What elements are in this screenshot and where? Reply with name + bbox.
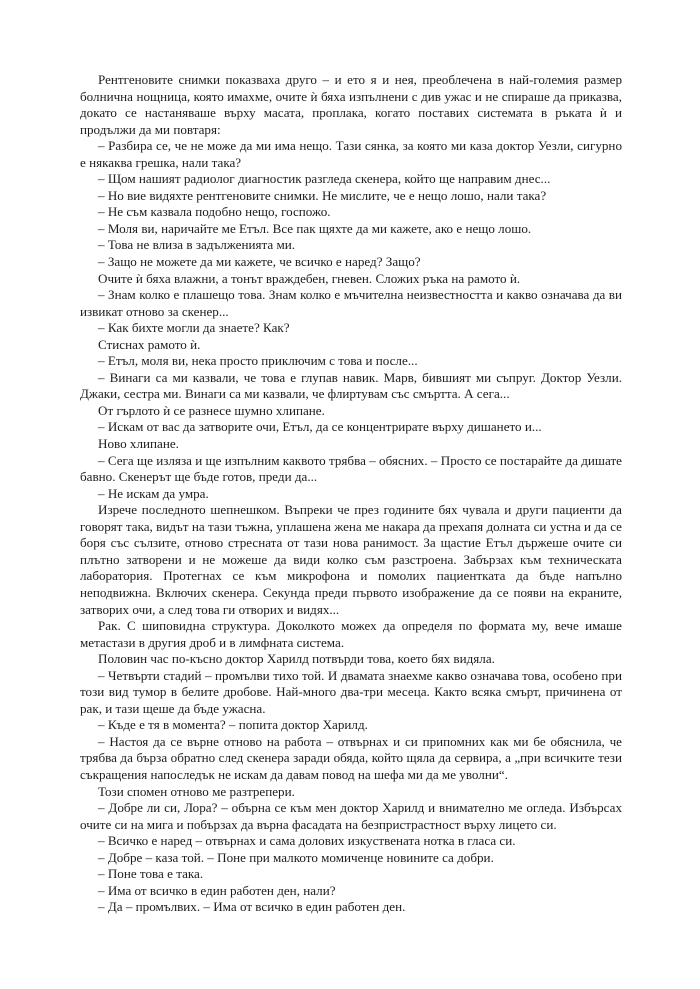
paragraph: – Щом нашият радиолог диагностик разгледа скенера, който ще направим днес... bbox=[98, 171, 551, 187]
paragraph: Половин час по-късно доктор Харилд потвърди това, което бях видяла. bbox=[98, 651, 495, 667]
paragraph: – Добре ли си, Лора? – обърна се към мен доктор Харилд и внимателно ме огледа. Избърсах очите си на мига и побързах да върна фасадата на безпристрастност върху лицето си. bbox=[80, 800, 622, 832]
paragraph: – Не съм казвала подобно нещо, госпожо. bbox=[98, 204, 331, 220]
paragraph: Този спомен отново ме разтрепери. bbox=[98, 783, 295, 799]
paragraph: – Къде е тя в момента? – попита доктор Харилд. bbox=[98, 717, 368, 733]
paragraph: Очите ѝ бяха влажни, а тонът враждебен, гневен. Сложих ръка на рамото ѝ. bbox=[98, 270, 521, 286]
paragraph: – Да – промълвих. – Има от всичко в един работен ден. bbox=[98, 899, 406, 915]
paragraph: От гърлото ѝ се разнесе шумно хлипане. bbox=[98, 402, 325, 418]
paragraph: Рентгеновите снимки показваха друго – и ето я и нея, преоблечена в най-големия размер болнична нощница, която имахме, очите ѝ бяха изпълнени с див ужас и не спираше да приказва, докато се настаняваше върху масата, проплака, когато поставих системата в ръката ѝ и продължи да ми повтаря: bbox=[80, 72, 622, 137]
paragraph: – Четвърти стадий – промълви тихо той. И двамата знаехме какво означава това, особено при този вид тумор в белите дробове. Най-много два-три месеца. Както всяка смърт, причинена от рак, и тази щеше да бъде ужасна. bbox=[80, 667, 622, 716]
book-page bbox=[80, 72, 622, 916]
paragraph: – Разбира се, че не може да ми има нещо. Тази сянка, за която ми каза доктор Уезли, сигурно е някаква грешка, нали така? bbox=[80, 138, 622, 170]
paragraph: – Поне това е така. bbox=[98, 866, 204, 882]
paragraph: Изрече последното шепнешком. Въпреки че през годините бях чувала и други пациенти да говорят така, видът на тази тъжна, уплашена жена ме накара да прехапя долната си устна и да се боря със сълзите, отново стресната от тази нова ранимост. За щастие Етъл държеше очите си плътно затворени и не можеше да види колко съм разстроена. Забързах към техническата лаборатория. Протегнах се към микрофона и помолих пациентката да бъде напълно неподвижна. Включих скенера. Секунда преди първото изображение да се появи на екраните, затворих очи, а след това ги отворих и видях... bbox=[80, 502, 622, 617]
paragraph: – Знам колко е плашещо това. Знам колко е мъчителна неизвестността и какво означава да ви извикат отново за скенер... bbox=[80, 287, 622, 319]
paragraph: – Това не влиза в задълженията ми. bbox=[98, 237, 296, 253]
paragraph: Стиснах рамото ѝ. bbox=[98, 336, 201, 352]
paragraph: – Искам от вас да затворите очи, Етъл, да се концентрирате върху дишането и... bbox=[98, 419, 542, 435]
paragraph: – Сега ще изляза и ще изпълним каквото трябва – обясних. – Просто се постарайте да дишате бавно. Скенерът ще бъде готов, преди да... bbox=[80, 452, 622, 485]
paragraph: – Всичко е наред – отвърнах и сама долових изкуствената нотка в гласа си. bbox=[98, 833, 516, 849]
paragraph: – Защо не можете да ми кажете, че всичко е наред? Защо? bbox=[98, 254, 421, 270]
paragraph: Рак. С шиповидна структура. Доколкото можех да определя по формата му, вече имаше метастази в другия дроб и в лимфната система. bbox=[80, 618, 622, 650]
paragraph: – Етъл, моля ви, нека просто приключим с това и после... bbox=[98, 353, 418, 369]
paragraph: – Как бихте могли да знаете? Как? bbox=[98, 320, 290, 336]
paragraph: – Има от всичко в един работен ден, нали? bbox=[98, 882, 336, 898]
paragraph: – Настоя да се върне отново на работа – отвърнах и си припомних как ми бе обяснила, че трябва да бърза обратно след скенера заради обяда, който щяла да сервира, а „при всичките тези съкращения напоследък не искам да давам повод на шефа ми да ме уволни“. bbox=[80, 733, 622, 782]
paragraph: – Не искам да умра. bbox=[98, 485, 209, 501]
paragraph: – Моля ви, наричайте ме Етъл. Все пак щяхте да ми кажете, ако е нещо лошо. bbox=[98, 220, 532, 236]
paragraph: – Добре – каза той. – Поне при малкото момиченце новините са добри. bbox=[98, 849, 494, 865]
paragraph: – Винаги са ми казвали, че това е глупав навик. Марв, бившият ми съпруг. Доктор Уезли. Джаки, сестра ми. Винаги са ми казвали, че флиртувам със смъртта. А сега... bbox=[80, 369, 622, 402]
paragraph: – Но вие видяхте рентгеновите снимки. Не мислите, че е нещо лошо, нали така? bbox=[98, 187, 547, 203]
paragraph: Ново хлипане. bbox=[98, 436, 179, 452]
